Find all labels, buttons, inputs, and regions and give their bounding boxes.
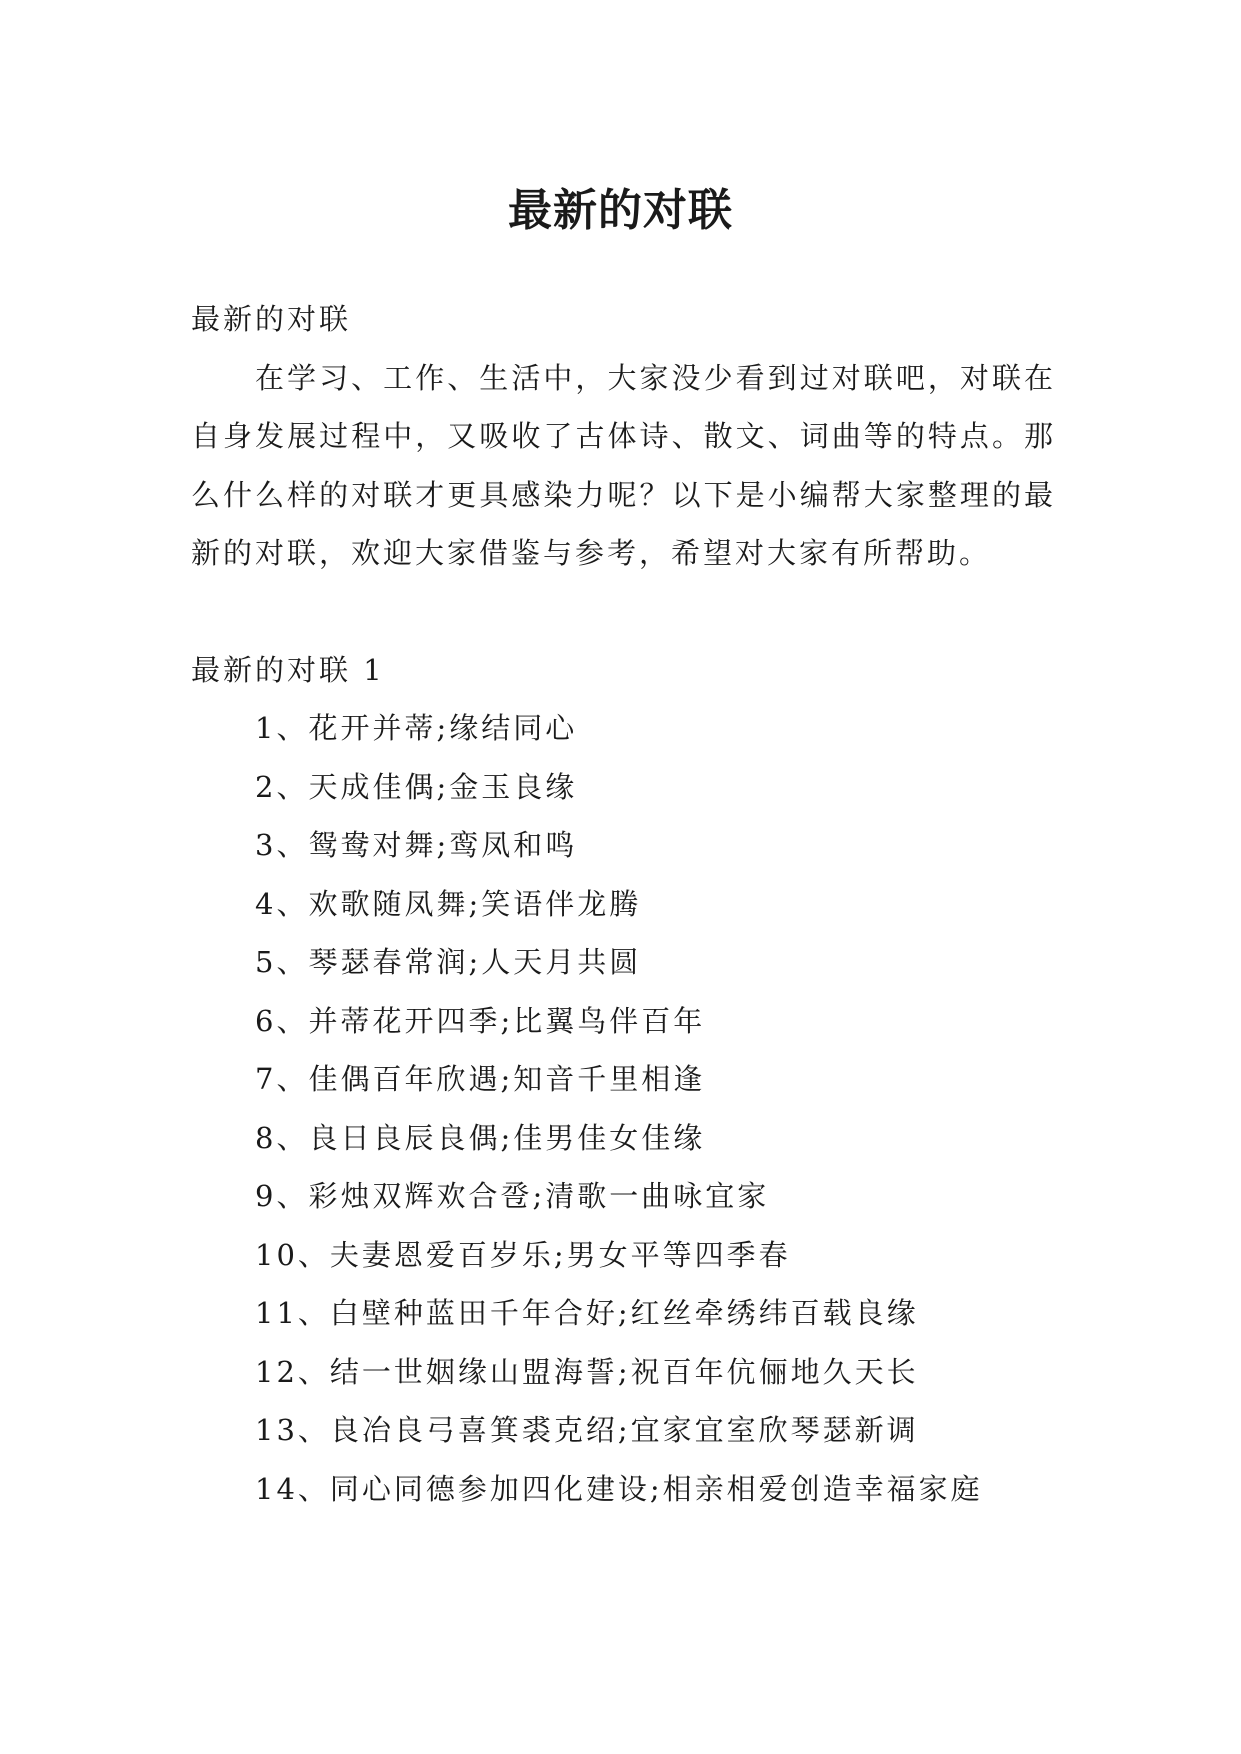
intro-paragraph: 在学习、工作、生活中，大家没少看到过对联吧，对联在自身发展过程中，又吸收了古体诗、散文、词曲等的特点。那么什么样的对联才更具感染力呢？以下是小编帮大家整理的最新的对联，欢迎大家借鉴与参考，希望对大家有所帮助。 bbox=[191, 360, 1056, 570]
document-title: 最新的对联 bbox=[508, 185, 733, 237]
couplet-item: 3、鸳鸯对舞;鸾凤和鸣 bbox=[255, 828, 578, 862]
section-heading: 最新的对联 1 bbox=[191, 652, 385, 687]
couplet-item: 14、同心同德参加四化建设;相亲相爱创造幸福家庭 bbox=[255, 1471, 983, 1506]
couplet-item: 10、夫妻恩爱百岁乐;男女平等四季春 bbox=[255, 1237, 791, 1272]
couplet-item: 13、良冶良弓喜箕裘克绍;宜家宜室欣琴瑟新调 bbox=[255, 1413, 919, 1447]
couplet-item: 5、琴瑟春常润;人天月共圆 bbox=[255, 945, 642, 979]
subtitle: 最新的对联 bbox=[191, 302, 352, 336]
couplet-item: 12、结一世姻缘山盟海誓;祝百年伉俪地久天长 bbox=[255, 1354, 919, 1389]
couplet-item: 2、天成佳偶;金玉良缘 bbox=[255, 769, 578, 804]
document-body bbox=[191, 290, 1056, 1518]
couplet-item: 7、佳偶百年欣遇;知音千里相逢 bbox=[255, 1062, 706, 1096]
couplet-item: 1、花开并蒂;缘结同心 bbox=[255, 711, 578, 745]
couplet-item: 6、并蒂花开四季;比翼鸟伴百年 bbox=[255, 1003, 706, 1038]
couplet-item: 9、彩烛双辉欢合卺;清歌一曲咏宜家 bbox=[255, 1179, 770, 1213]
couplet-item: 4、欢歌随凤舞;笑语伴龙腾 bbox=[255, 886, 642, 921]
couplet-list bbox=[191, 699, 1056, 1518]
couplet-item: 8、良日良辰良偶;佳男佳女佳缘 bbox=[255, 1120, 706, 1155]
couplet-item: 11、白壁种蓝田千年合好;红丝牵绣纬百载良缘 bbox=[255, 1296, 919, 1330]
